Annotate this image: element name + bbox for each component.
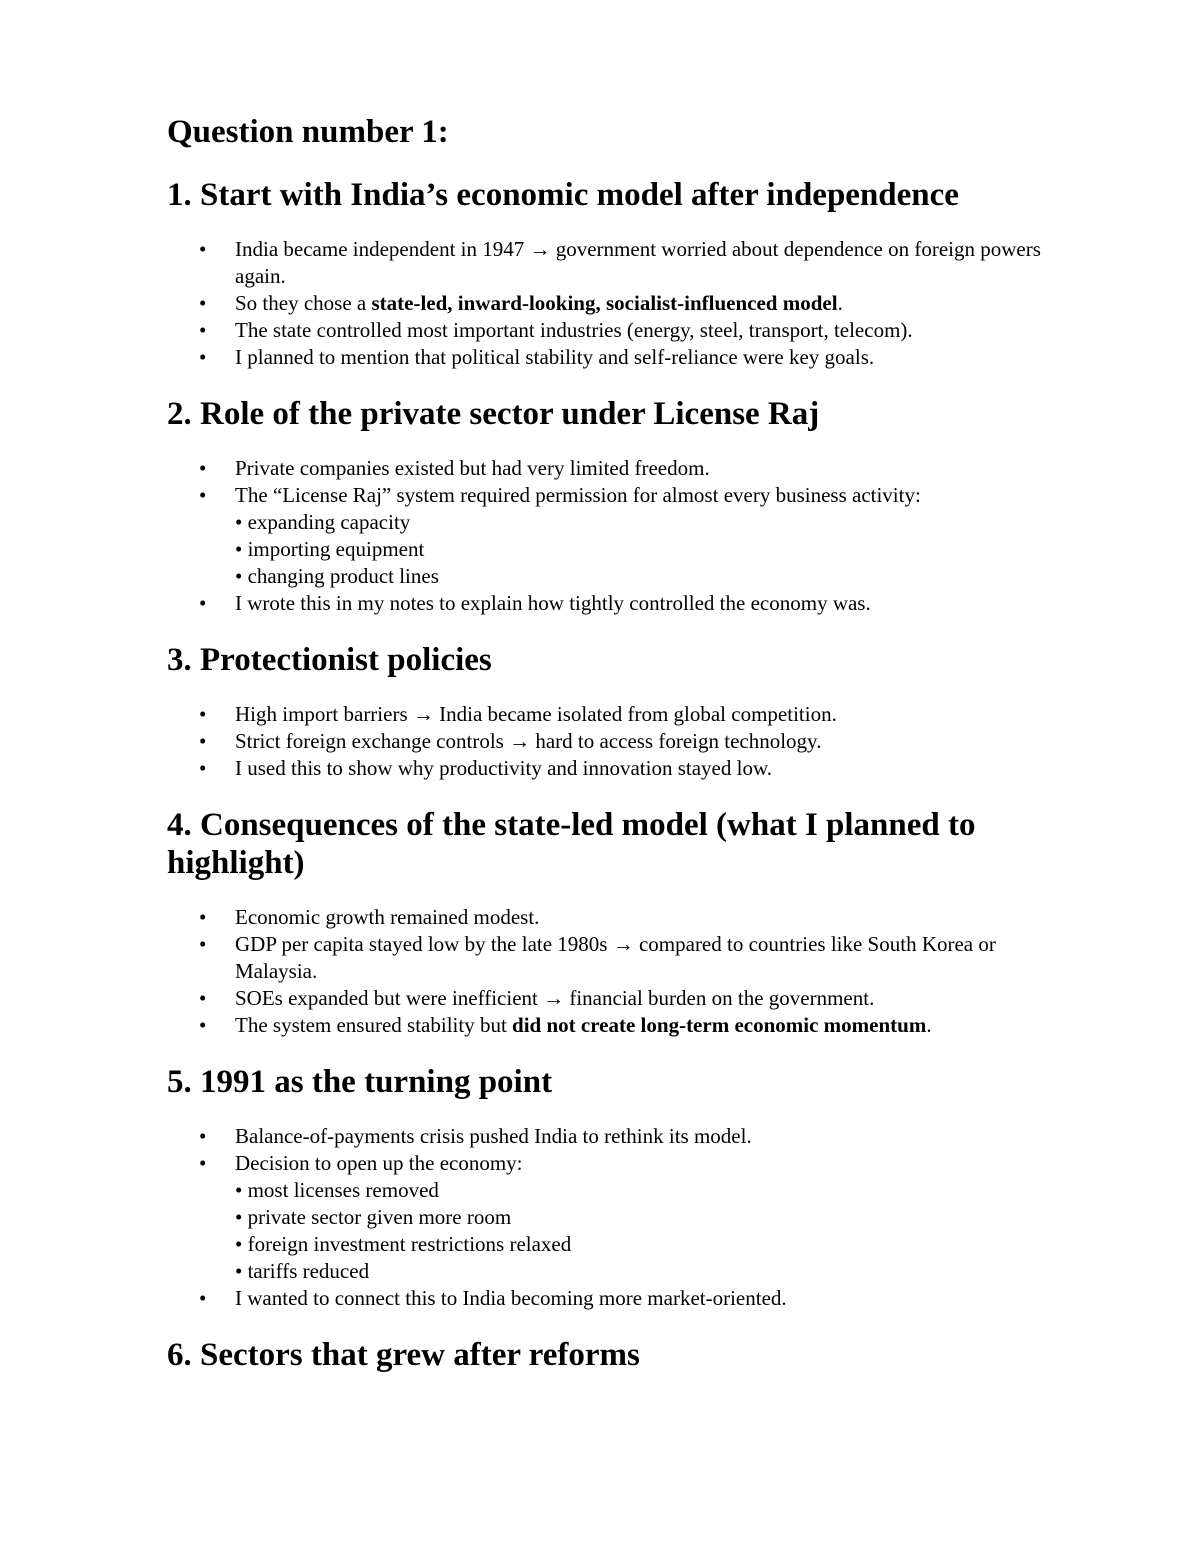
bullet-list (167, 455, 1072, 617)
list-item (167, 344, 1072, 371)
list-item (167, 904, 1072, 931)
bullet-icon: • (199, 729, 207, 753)
bullet-list (167, 904, 1072, 1039)
list-item (167, 701, 1072, 728)
section-1 (167, 176, 1072, 371)
list-item (167, 590, 1072, 617)
list-item-text: I wanted to connect this to India becoming more market-oriented. (235, 1286, 787, 1310)
bullet-icon: • (199, 318, 207, 342)
list-item (167, 1012, 1072, 1039)
bullet-icon: • (199, 1013, 207, 1037)
list-item (167, 985, 1072, 1012)
bullet-list (167, 1123, 1072, 1312)
list-item-text-post: . (837, 291, 843, 315)
bullet-icon: • (199, 456, 207, 480)
bullet-icon: • (199, 905, 207, 929)
list-item (167, 482, 1072, 590)
list-item (167, 755, 1072, 782)
list-item (167, 728, 1072, 755)
list-item-text-pre: The system ensured stability but (235, 1013, 513, 1037)
sub-item: • foreign investment restrictions relaxed (235, 1232, 572, 1256)
sub-item: • importing equipment (235, 537, 425, 561)
section-4 (167, 806, 1072, 1039)
list-item-text-pre: So they chose a (235, 291, 372, 315)
bullet-icon: • (199, 291, 207, 315)
section-heading: 6. Sectors that grew after reforms (167, 1337, 640, 1373)
list-item-text-post: . (926, 1013, 932, 1037)
list-item (167, 931, 1072, 985)
bullet-icon: • (199, 1151, 207, 1175)
list-item (167, 236, 1072, 290)
bullet-icon: • (199, 237, 207, 261)
section-2 (167, 395, 1072, 617)
list-item-text: SOEs expanded but were inefficient → financial burden on the government. (235, 986, 875, 1010)
bullet-icon: • (199, 483, 207, 507)
list-item (167, 455, 1072, 482)
document-page (167, 108, 1072, 1396)
list-item (167, 1285, 1072, 1312)
section-3 (167, 641, 1072, 782)
section-heading: 1. Start with India’s economic model after independence (167, 177, 959, 213)
bullet-list (167, 701, 1072, 782)
list-item (167, 1150, 1072, 1285)
bullet-icon: • (199, 1124, 207, 1148)
section-heading: 4. Consequences of the state-led model (what I planned to highlight) (167, 807, 976, 881)
sub-item: • most licenses removed (235, 1178, 439, 1202)
bullet-icon: • (199, 702, 207, 726)
sub-item: • expanding capacity (235, 510, 411, 534)
list-item (167, 1123, 1072, 1150)
bullet-icon: • (199, 932, 207, 956)
sub-item: • private sector given more room (235, 1205, 512, 1229)
list-item-text: I planned to mention that political stability and self-reliance were key goals. (235, 345, 875, 369)
list-item-text-bold: state-led, inward-looking, socialist-influenced model (371, 291, 838, 315)
bullet-icon: • (199, 986, 207, 1010)
section-heading: 5. 1991 as the turning point (167, 1064, 553, 1100)
list-item-text-bold: did not create long-term economic momentum (512, 1013, 927, 1037)
list-item-text: GDP per capita stayed low by the late 1980s → compared to countries like South Korea or Malaysia. (235, 932, 996, 983)
section-heading: 2. Role of the private sector under License Raj (167, 396, 820, 432)
bullet-icon: • (199, 1286, 207, 1310)
list-item-text: India became independent in 1947 → government worried about dependence on foreign powers again. (235, 237, 1041, 288)
list-item-text: Balance-of-payments crisis pushed India to rethink its model. (235, 1124, 752, 1148)
section-6 (167, 1336, 1072, 1374)
list-item-text: Decision to open up the economy: (235, 1151, 523, 1175)
bullet-icon: • (199, 591, 207, 615)
document-title: Question number 1: (167, 114, 449, 150)
bullet-icon: • (199, 345, 207, 369)
list-item (167, 317, 1072, 344)
section-heading: 3. Protectionist policies (167, 642, 492, 678)
section-5 (167, 1063, 1072, 1312)
list-item-text: The state controlled most important industries (energy, steel, transport, telecom). (235, 318, 913, 342)
list-item-text: Economic growth remained modest. (235, 905, 540, 929)
list-item-text: The “License Raj” system required permission for almost every business activity: (235, 483, 921, 507)
bullet-list (167, 236, 1072, 371)
list-item-text: Strict foreign exchange controls → hard to access foreign technology. (235, 729, 822, 753)
sub-item: • changing product lines (235, 564, 439, 588)
sub-item: • tariffs reduced (235, 1259, 370, 1283)
list-item-text: Private companies existed but had very limited freedom. (235, 456, 710, 480)
list-item-text: High import barriers → India became isolated from global competition. (235, 702, 837, 726)
bullet-icon: • (199, 756, 207, 780)
list-item (167, 290, 1072, 317)
list-item-text: I wrote this in my notes to explain how tightly controlled the economy was. (235, 591, 871, 615)
list-item-text: I used this to show why productivity and innovation stayed low. (235, 756, 772, 780)
